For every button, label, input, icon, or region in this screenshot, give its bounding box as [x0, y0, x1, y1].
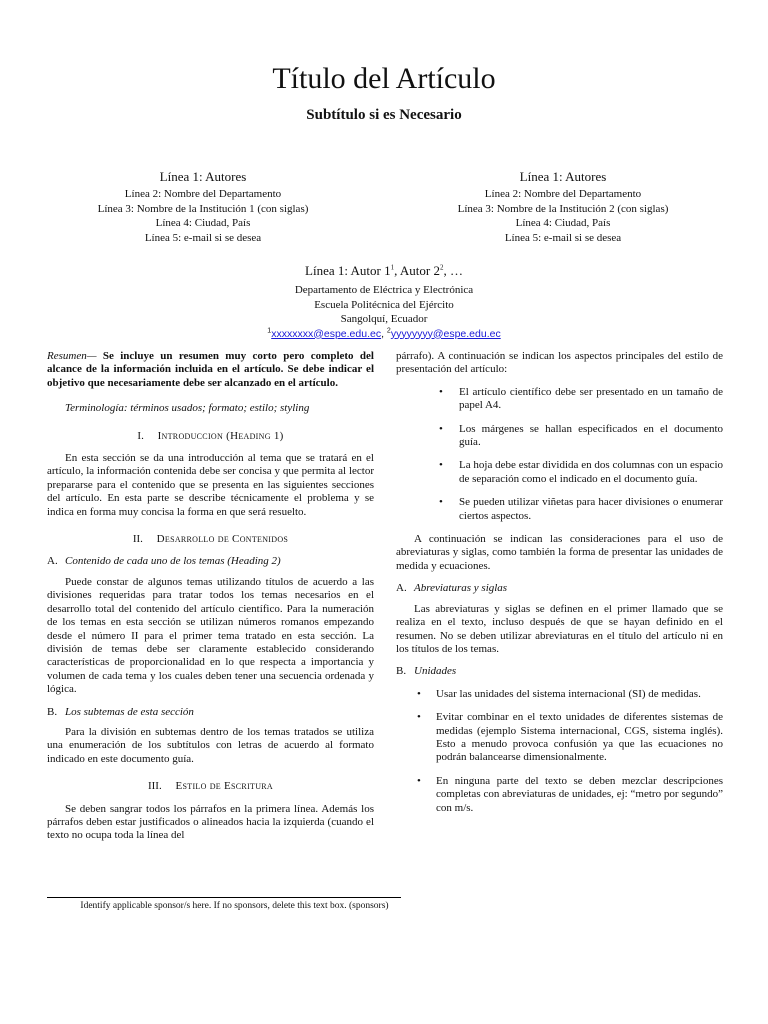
email-2-sup: 2	[386, 327, 391, 334]
section-1-number: I.	[137, 429, 144, 442]
author-right-line5: Línea 5: e-mail si se desea	[504, 231, 622, 244]
author-block-right	[413, 168, 713, 245]
author-block-left	[53, 168, 353, 245]
subsection-2b-label: B.	[47, 705, 58, 718]
bullet-icon: •	[417, 687, 421, 700]
list-item	[396, 423, 723, 450]
list-item	[396, 496, 723, 523]
subsection-heading-2b	[47, 706, 374, 719]
subsection-heading-b	[396, 665, 723, 678]
author-left-line4: Línea 4: Ciudad, País	[155, 217, 251, 229]
bullet-icon: •	[439, 422, 443, 435]
subsection-a-label: A.	[396, 582, 407, 595]
subsection-a-title: Abreviaturas y siglas	[414, 582, 508, 595]
subsection-2a-title: Contenido de cada uno de los temas (Heading 2)	[65, 555, 281, 568]
author-2-sup: 2	[439, 263, 444, 272]
email-2-link[interactable]: yyyyyyyy@espe.edu.ec	[390, 327, 501, 340]
article-title: Título del Artículo	[272, 62, 496, 95]
section-heading-3	[47, 780, 374, 793]
author-right-line1: Línea 1: Autores	[519, 169, 607, 184]
author-ellipsis: , …	[443, 263, 463, 278]
subsection-2b-paragraph: Para la división en subtemas dentro de los temas tratados se utiliza una enumeración de los subtítulos con letras de acuerdo al formato indicado en este documento guía.	[47, 725, 374, 765]
abstract	[47, 350, 374, 390]
author-right-line4: Línea 4: Ciudad, País	[515, 217, 611, 229]
bullet-icon: •	[439, 385, 443, 398]
subsection-2a-paragraph: Puede constar de algunos temas utilizando títulos de acuerdo a las divisiones requeridas para tratar todos los temas necesarios en el desarrollo total del contenido del artículo científico. Para la numeración de los temas en esta sección se utilizan números romanos empezando desde el número II para el primer tema tratado en esta sección. La división de temas debe ser claramente establecido considerando características de proporcionalidad en lo que respecta a importancia y volumen de cada tema y los cuales deben tener una secuencia ordenada y lógica.	[47, 575, 374, 696]
subsection-2a-label: A.	[47, 555, 58, 568]
author-left-line2: Línea 2: Nombre del Departamento	[124, 188, 282, 200]
author-2-name: , Autor 2	[394, 263, 440, 278]
units-intro-paragraph: A continuación se indican las consideraciones para el uso de abreviaturas y siglas, como también la forma de presentar las unidades de medida y ecuaciones.	[396, 533, 723, 572]
subsection-a-paragraph: Las abreviaturas y siglas se definen en el primer llamado que se realiza en el texto, incluso después de que se hayan definido en el resumen. No se deben utilizar abreviaturas en el título del artículo ni en los títulos de los temas.	[396, 602, 723, 655]
list-item	[396, 711, 723, 765]
keywords: Terminología: términos usados; formato; estilo; styling	[65, 402, 310, 415]
section-1-paragraph: En esta sección se da una introducción al tema que se tratará en el artículo, la información contenida debe ser concisa y que permita al lector prepararse para el contenido que se presenta en las siguientes secciones del artículo. En esta parte se describe técnicamente el problema y se indica en forma muy concisa la forma en que será resuelto.	[47, 452, 374, 518]
subsection-heading-a	[396, 582, 723, 595]
list-item	[396, 386, 723, 413]
section-heading-1	[47, 430, 374, 443]
section-1-title: Introduccion (Heading 1)	[157, 429, 284, 442]
author-left-line1: Línea 1: Autores	[159, 169, 247, 184]
email-1-link[interactable]: xxxxxxxx@espe.edu.ec	[271, 327, 382, 340]
author-block-center	[234, 262, 534, 341]
author-center-emails	[234, 327, 534, 342]
author-left-line5: Línea 5: e-mail si se desea	[144, 231, 262, 244]
list-item-text: Usar las unidades del sistema internacional (SI) de medidas.	[436, 687, 701, 700]
list-item-text: La hoja debe estar dividida en dos columnas con un espacio de separación como el indicado en el documento guía.	[459, 459, 723, 485]
list-item-text: Los márgenes se hallan especificados en el documento guía.	[459, 422, 723, 449]
style-bullet-list	[396, 386, 723, 523]
section-heading-2	[47, 533, 374, 546]
abstract-lead: Resumen—	[47, 350, 97, 362]
article-subtitle: Subtítulo si es Necesario	[306, 107, 462, 123]
footnote-divider	[47, 897, 401, 898]
bullet-icon: •	[417, 711, 421, 724]
author-left-line3: Línea 3: Nombre de la Institución 1 (con siglas)	[97, 202, 309, 215]
subsection-b-title: Unidades	[414, 665, 457, 678]
author-1-sup: 1	[390, 263, 395, 272]
section-2-title: Desarrollo de Contenidos	[156, 533, 289, 546]
section-3-paragraph: Se deben sangrar todos los párrafos en la primera línea. Además los párrafos deben estar justificados o alineados hacia la izquierda (cuando el texto no ocupa toda la línea del	[47, 802, 374, 842]
left-column	[47, 350, 374, 843]
section-3-title: Estilo de Escritura	[175, 780, 274, 793]
list-item	[396, 459, 723, 486]
author-1-name: Línea 1: Autor 1	[305, 263, 391, 278]
list-item-text: El artículo científico debe ser presentado en un tamaño de papel A4.	[459, 385, 723, 412]
abstract-text: Se incluye un resumen muy corto pero completo del alcance de la información incluida en el artículo. Se debe indicar el objetivo que necesariamente debe ser alcanzado en el artículo.	[47, 350, 374, 389]
list-item	[396, 775, 723, 815]
author-center-dept: Departamento de Eléctrica y Electrónica	[294, 284, 474, 296]
bullet-icon: •	[439, 496, 443, 509]
units-bullet-list	[396, 688, 723, 815]
list-item	[396, 688, 723, 701]
author-center-city: Sangolquí, Ecuador	[340, 313, 428, 325]
subsection-b-label: B.	[396, 665, 407, 678]
list-item-text: Evitar combinar en el texto unidades de diferentes sistemas de medidas (ejemplo Sistema internacional, CGS, sistema inglés). Esto a menudo provoca confusión ya que las ecuaciones no podrán balancearse dimensionalmente.	[436, 711, 723, 764]
author-right-line2: Línea 2: Nombre del Departamento	[484, 188, 642, 200]
subsection-2b-title: Los subtemas de esta sección	[65, 705, 194, 718]
email-separator: ,	[381, 327, 387, 340]
author-center-school: Escuela Politécnica del Ejército	[314, 298, 454, 311]
list-item-text: En ninguna parte del texto se deben mezclar descripciones completas con abreviaturas de unidades, ej: “metro por segundo” con m/s.	[436, 774, 723, 814]
author-center-line1	[234, 262, 534, 280]
right-column	[396, 350, 723, 825]
bullet-icon: •	[417, 774, 421, 787]
email-1-sup: 1	[267, 327, 272, 334]
sponsor-footnote: Identify applicable sponsor/s here. If no sponsors, delete this text box. (sponsors)	[80, 901, 389, 911]
list-item-text: Se pueden utilizar viñetas para hacer divisiones o enumerar ciertos aspectos.	[459, 496, 723, 522]
author-right-line3: Línea 3: Nombre de la Institución 2 (con siglas)	[457, 202, 669, 215]
continued-paragraph: párrafo). A continuación se indican los aspectos principales del estilo de presentación del artículo:	[396, 350, 723, 376]
bullet-icon: •	[439, 459, 443, 472]
section-3-number: III.	[147, 780, 162, 793]
section-2-number: II.	[132, 533, 143, 546]
subsection-heading-2a	[47, 555, 374, 568]
